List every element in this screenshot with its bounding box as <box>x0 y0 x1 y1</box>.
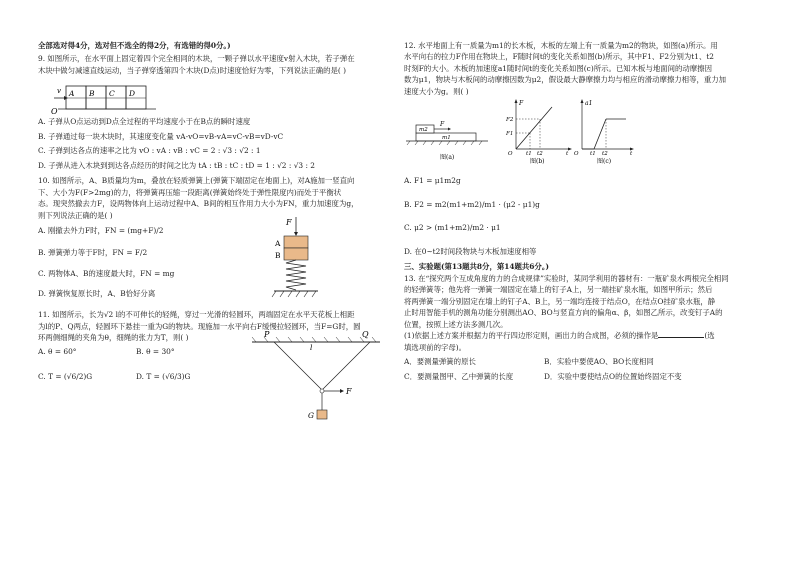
label-B: B <box>89 89 95 99</box>
tick-t2: t2 <box>537 151 543 158</box>
label-B: B <box>275 251 281 261</box>
origin-O: O <box>508 151 513 158</box>
label-C: C <box>109 89 115 99</box>
axis-a1: a1 <box>585 100 593 108</box>
q13-line: 的轻弹簧等；他先将一弹簧一端固定在墙上的钉子A上，另一端挂矿泉水瓶，如图甲所示；然后 <box>404 285 713 295</box>
q13-option: D．实验中要使结点O的位置始终固定不变 <box>544 371 682 381</box>
label-P: P <box>264 329 270 339</box>
q13-sub1-text: (1)依据上述方案并根据力的平行四边形定则，画出力的合成图，必须的操作是 <box>404 331 659 341</box>
label-O: O <box>51 107 58 117</box>
label-Q: Q <box>362 329 369 339</box>
q13-line: 止时用智能手机的测角功能分别测出AO、BO与竖直方向的偏角α、β，如图乙所示，改变钉子A的 <box>404 308 723 318</box>
label-A: A <box>69 89 75 99</box>
left-column <box>38 40 400 424</box>
q13-subquestion-1 <box>404 330 776 341</box>
q10-option: C. 两物体A、B的速度最大时，FN = mg <box>38 269 175 279</box>
q12-figures <box>404 97 644 169</box>
q12-option: A. F1 = μ1m2g <box>404 176 461 186</box>
q12-line: 水平向右的拉力F作用在物块上，F随时间t的变化关系如图(b)所示，其中F1、F2分别为t1、t2 <box>404 52 715 62</box>
q10-line: 10. 如图所示，A、B质量均为m，叠放在轻质弹簧上(弹簧下端固定在地面上)，对A施加一竖直向 <box>38 176 355 186</box>
q9-option: B. 子弹通过每一块木块时，其速度变化量 vA-vO=vB-vA=vC-vB=vD-vC <box>38 131 284 141</box>
q9-option: A. 子弹从O点运动到D点全过程的平均速度小于在B点的瞬时速度 <box>38 117 251 127</box>
q12-option: C. μ2 > (m1+m2)/m2 · μ1 <box>404 223 501 233</box>
q11-option: B. θ = 30° <box>136 346 175 356</box>
section-3-header: 三、实验题(第13题共8分，第14题共6分。) <box>404 262 550 272</box>
axis-t: t <box>630 151 633 158</box>
q13-sub1-tail: (选 <box>704 331 715 341</box>
q11-option: D. T = (√6/3)G <box>136 372 191 382</box>
q10-option: A. 刚撤去外力F时，FN = (mg+F)/2 <box>38 226 164 236</box>
q11-line: 11. 如图所示，长为√2 l的不可伸长的轻绳，穿过一光滑的轻圆环，两端固定在水平天花板上相距 <box>38 310 355 320</box>
axis-F: F <box>519 100 524 108</box>
tick-t1: t1 <box>590 151 596 158</box>
question-10 <box>38 175 400 307</box>
q13-line: 位置，按照上述方法多测几次。 <box>404 319 508 329</box>
q10-option: D. 弹簧恢复原长时，A、B恰好分离 <box>38 288 156 298</box>
section-header: 全部选对得4分，选对但不选全的得2分，有选错的得0分。) <box>38 41 231 50</box>
caption-c: 图(c) <box>597 158 612 166</box>
label-F: F <box>440 121 445 129</box>
q11-option: A. θ = 60° <box>38 346 77 356</box>
q9-line: 木块中做匀减速直线运动，当子弹穿透第四个木块(D点)时速度恰好为零，下列说法正确的是( ) <box>38 65 347 75</box>
q12-line: 12. 水平地面上有一质量为m1的长木板，木板的左端上有一质量为m2的物块，如图(a)所示。用 <box>404 41 718 50</box>
q11-line: 为l的P、Q两点，轻圆环下悬挂一重为G的物块。现施加一水平向右F缓慢拉轻圆环，当F=G时，圆 <box>38 321 361 331</box>
question-9 <box>38 53 400 171</box>
axis-t: t <box>566 151 569 158</box>
caption-a: 图(a) <box>440 154 455 162</box>
q13-line: 将两弹簧一端分别固定在墙上的钉子A、B上，另一端均连接于结点O，在结点O挂矿泉水瓶，静 <box>404 296 716 306</box>
spring-blocks-diagram <box>266 213 326 309</box>
q11-line: 环两侧细绳的夹角为θ，细绳的张力为T，则( ) <box>38 333 189 343</box>
q13-option: A．要测量弹簧的原长 <box>404 356 476 366</box>
right-column <box>404 40 776 384</box>
q12-option: B. F2 = m2(m1+m2)/m1 · (μ2 - μ1)g <box>404 199 540 209</box>
q9-figure <box>38 76 400 116</box>
bullet-blocks-diagram <box>38 76 278 116</box>
q12-line: 数为μ1，物块与木板间的动摩擦因数为μ2，假设最大静摩擦力均与相应的滑动摩擦力相等，重力加 <box>404 75 727 85</box>
q9-option: D. 子弹从进入木块到到达各点经历的时间之比为 tA : tB : tC : tD = 1 : √2 : √3 : 2 <box>38 160 316 170</box>
q12-option: D. 在0~t2时间段物块与木板加速度相等 <box>404 246 537 256</box>
q12-line: 速度大小为g。则( ) <box>404 86 469 96</box>
label-A: A <box>275 239 281 249</box>
tick-t1: t1 <box>526 151 532 158</box>
label-F: F <box>286 218 292 228</box>
label-m1: m1 <box>442 135 451 142</box>
caption-b: 图(b) <box>530 158 545 166</box>
tick-F1: F1 <box>506 131 514 138</box>
label-m2: m2 <box>419 127 428 134</box>
label-G: G <box>308 410 314 420</box>
label-v: v <box>57 87 61 96</box>
question-11 <box>38 309 400 423</box>
q12-line: 时刻F的大小。木板的加速度a1随时间t的变化关系如图(c)所示。已知木板与地面间的动摩擦因 <box>404 63 712 73</box>
q13-sub1-note: 填选项前的字母)。 <box>404 342 467 352</box>
origin-O: O <box>574 151 579 158</box>
q13-line: 13. 在“探究两个互成角度的力的合成规律”实验时，某同学利用的器材有：一瓶矿泉水两根完全相同 <box>404 273 729 283</box>
q10-line: 态。现突然撤去力F，设两物体向上运动过程中A、B间的相互作用力大小为FN，重力加速度为g， <box>38 199 359 209</box>
q10-line: 则下列说法正确的是( ) <box>38 210 113 220</box>
label-F: F <box>346 386 352 396</box>
q9-option: C. 子弹到达各点的速率之比为 vO : vA : vB : vC = 2 : √3 : √2 : 1 <box>38 146 261 156</box>
question-13 <box>404 273 776 384</box>
q13-option: B．实验中要使AO、BO长度相同 <box>544 356 654 366</box>
tick-F2: F2 <box>506 117 514 124</box>
tick-t2: t2 <box>602 151 608 158</box>
q9-line: 9. 如图所示，在水平面上固定着四个完全相同的木块，一颗子弹以水平速度v射入木块，若子弹在 <box>38 54 355 64</box>
q11-option: C. T = (√6/2)G <box>38 372 93 382</box>
q10-option: B. 弹簧弹力等于F时，FN = F/2 <box>38 247 148 257</box>
label-l: l <box>310 342 313 352</box>
answer-blank[interactable] <box>658 330 704 338</box>
q10-line: 下、大小为F(F>2mg)的力，将弹簧再压缩一段距离(弹簧始终处于弹性限度内)而处于平衡状 <box>38 187 342 197</box>
question-12 <box>404 40 776 257</box>
q13-option: C．要测量图甲、乙中弹簧的长度 <box>404 371 514 381</box>
rope-ring-diagram <box>234 330 394 430</box>
label-D: D <box>129 89 136 99</box>
